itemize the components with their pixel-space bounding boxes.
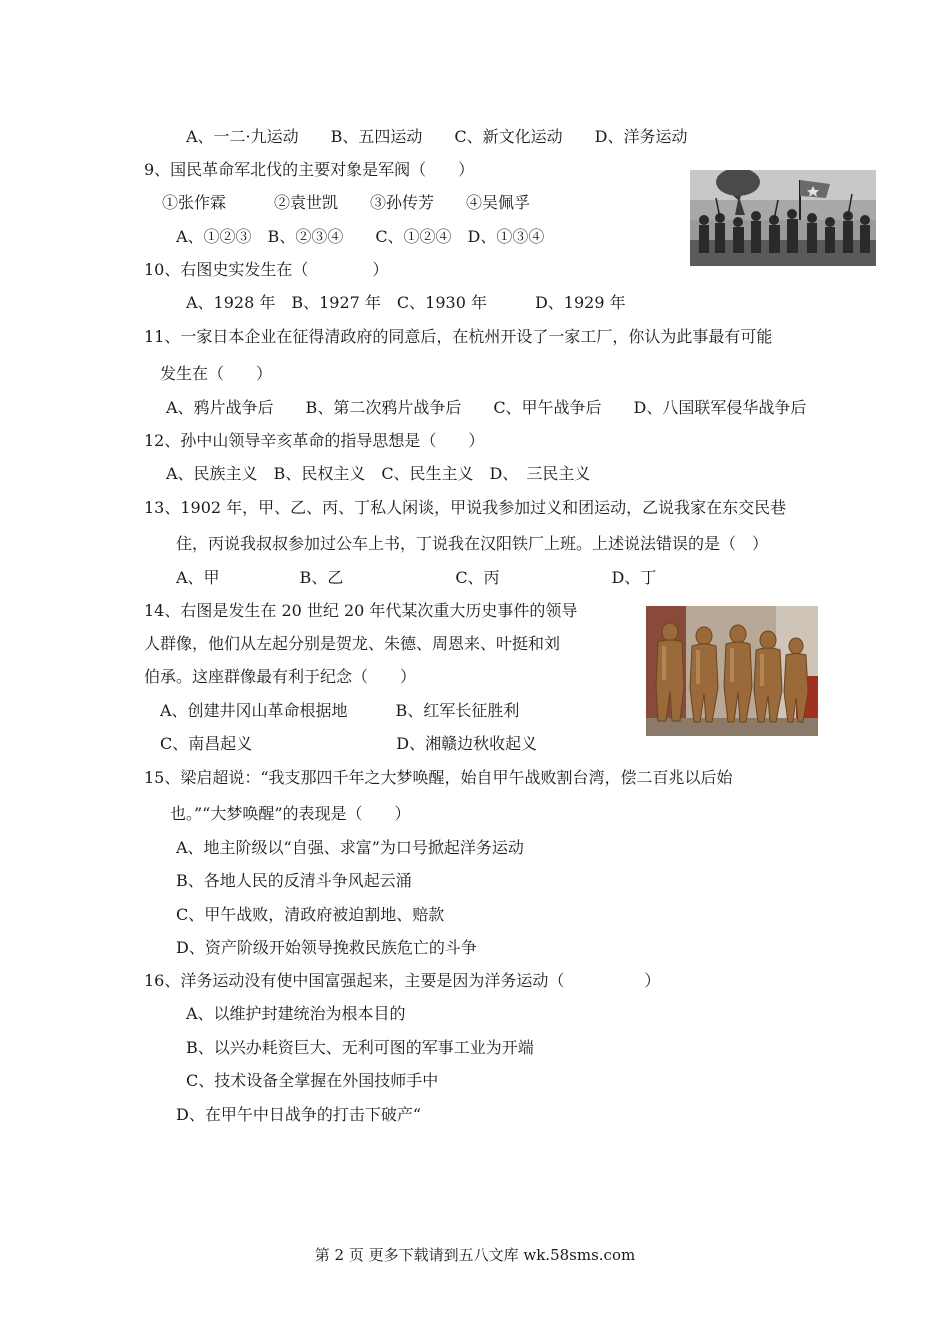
- q14-stem-line3: 伯承。这座群像最有利于纪念（ ）: [144, 667, 417, 686]
- q9-items: ①张作霖 ②袁世凯 ③孙传芳 ④吴佩孚: [162, 193, 531, 212]
- page-footer: 第 2 页 更多下载请到五八文库 wk.58sms.com: [314, 1246, 636, 1264]
- q14-options-row1: A、创建井冈山革命根据地 B、红军长征胜利: [160, 701, 520, 720]
- q13-stem-line1: 13、1902 年，甲、乙、丙、丁私人闲谈，甲说我参加过义和团运动，乙说我家在东交民巷: [144, 498, 787, 517]
- q15-stem-line1: 15、梁启超说：“我支那四千年之大梦唤醒，始自甲午战败割台湾，偿二百兆以后始: [144, 768, 733, 787]
- q15-stem-line2: 也。”“大梦唤醒”的表现是（ ）: [170, 804, 411, 823]
- q15-option-a: A、地主阶级以“自强、求富”为口号掀起洋务运动: [176, 838, 524, 857]
- q16-option-c: C、技术设备全掌握在外国技师手中: [186, 1071, 439, 1090]
- q16-option-a: A、以维护封建统治为根本目的: [186, 1004, 406, 1023]
- q14-options-row2: C、南昌起义 D、湘赣边秋收起义: [160, 734, 538, 753]
- q14-stem-line1: 14、右图是发生在 20 世纪 20 年代某次重大历史事件的领导: [144, 601, 578, 620]
- q13-stem-line2: 住，丙说我叔叔参加过公车上书，丁说我在汉阳铁厂上班。上述说法错误的是（ ）: [176, 534, 769, 553]
- q15-option-b: B、各地人民的反清斗争风起云涌: [176, 871, 412, 890]
- q11-stem-line2: 发生在（ ）: [160, 364, 273, 383]
- q10-stem: 10、右图史实发生在（ ）: [144, 260, 389, 279]
- northern-expedition-photo: [690, 170, 876, 266]
- q16-stem: 16、洋务运动没有使中国富强起来，主要是因为洋务运动（ ）: [144, 971, 661, 990]
- q9-options: A、①②③ B、②③④ C、①②④ D、①③④: [176, 227, 545, 246]
- q16-option-d: D、在甲午中日战争的打击下破产“: [176, 1105, 422, 1124]
- q8-options: A、一二·九运动 B、五四运动 C、新文化运动 D、洋务运动: [186, 127, 688, 146]
- q14-stem-line2: 人群像，他们从左起分别是贺龙、朱德、周恩来、叶挺和刘: [144, 634, 561, 653]
- q9-stem: 9、国民革命军北伐的主要对象是军阀（ ）: [144, 160, 475, 179]
- q11-options: A、鸦片战争后 B、第二次鸦片战争后 C、甲午战争后 D、八国联军侵华战争后: [166, 398, 807, 417]
- q15-option-d: D、资产阶级开始领导挽救民族危亡的斗争: [176, 938, 477, 957]
- q10-options: A、1928 年 B、1927 年 C、1930 年 D、1929 年: [186, 293, 626, 312]
- q15-option-c: C、甲午战败，清政府被迫割地、赔款: [176, 905, 445, 924]
- q13-options: A、甲 B、乙 C、丙 D、丁: [176, 568, 657, 587]
- statue-group-photo: [646, 606, 818, 736]
- q16-option-b: B、以兴办耗资巨大、无利可图的军事工业为开端: [186, 1038, 534, 1057]
- q12-stem: 12、孙中山领导辛亥革命的指导思想是（ ）: [144, 431, 485, 450]
- q12-options: A、民族主义 B、民权主义 C、民生主义 D、 三民主义: [166, 464, 591, 483]
- q11-stem-line1: 11、一家日本企业在征得清政府的同意后，在杭州开设了一家工厂，你认为此事最有可能: [144, 327, 773, 346]
